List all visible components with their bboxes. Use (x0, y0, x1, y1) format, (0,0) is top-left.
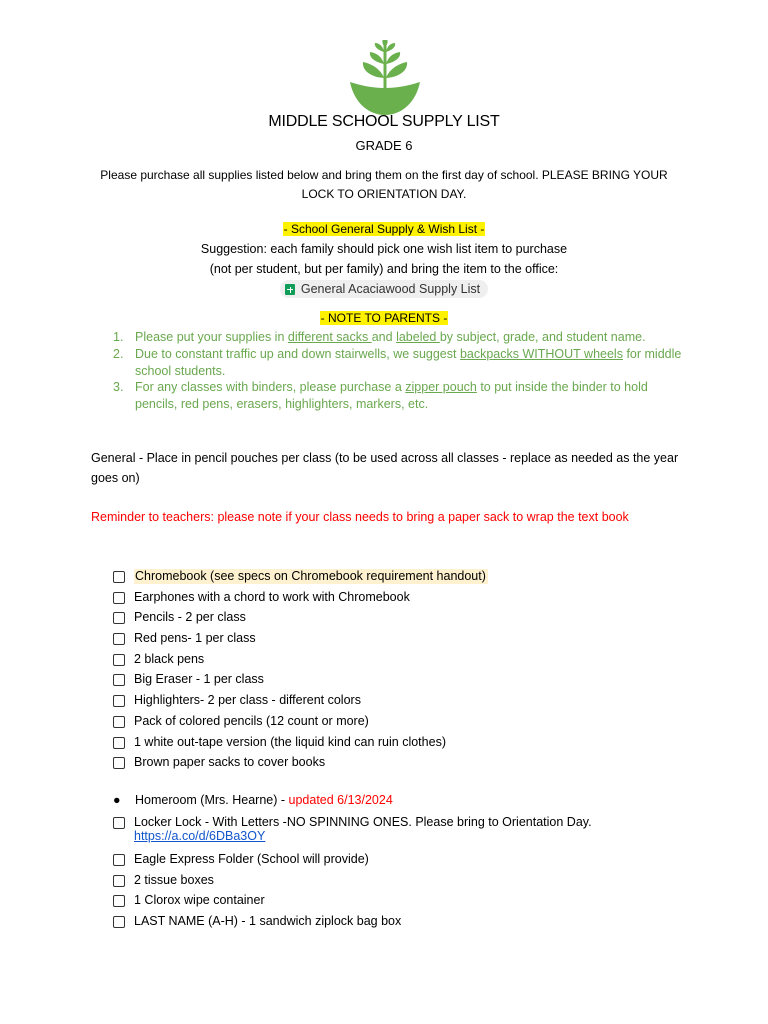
note-text: for middle school students. (135, 346, 682, 378)
checklist-item (113, 672, 488, 693)
checklist-item (113, 693, 488, 714)
checklist-item (113, 815, 592, 852)
checkbox[interactable] (113, 674, 125, 686)
checklist-item-text: Locker Lock - With Letters -NO SPINNING ONES. Please bring to Orientation Day. (134, 815, 592, 829)
checkbox[interactable] (113, 592, 125, 604)
wish-list-line: (not per student, but per family) and bring the item to the office: (209, 262, 559, 276)
intro-line: LOCK TO ORIENTATION DAY. (301, 187, 467, 201)
intro-line: Please purchase all supplies listed below and bring them on the first day of school. PLEASE BRING YOUR (100, 168, 668, 182)
supply-list-chip-row (0, 280, 768, 300)
checklist-item-label: Pencils - 2 per class (134, 610, 246, 625)
checklist-item (113, 590, 488, 611)
note-number: 3. (113, 380, 124, 395)
note-underlined: different sacks (287, 330, 372, 344)
wish-list-line: Suggestion: each family should pick one wish list item to purchase (200, 242, 568, 256)
note-text: and (371, 330, 397, 344)
note-text: For any classes with binders, please purchase a (135, 380, 406, 395)
wish-list-heading (0, 222, 768, 236)
checkbox[interactable] (113, 737, 125, 749)
note-item (113, 329, 683, 346)
note-text: Due to constant traffic up and down stairwells, we suggest (135, 346, 460, 361)
page-title: MIDDLE SCHOOL SUPPLY LIST (268, 113, 500, 130)
checklist-item-label: Brown paper sacks to cover books (134, 755, 326, 770)
note-number: 2. (113, 346, 124, 361)
note-underlined: labeled (396, 330, 440, 344)
grade-label: GRADE 6 (355, 138, 413, 153)
checklist-item-label: Eagle Express Folder (School will provide) (134, 852, 369, 866)
note-text: by subject, grade, and student name. (439, 330, 646, 344)
general-instructions: General - Place in pencil pouches per class (to be used across all classes - replace as needed as the year goes on) (91, 451, 679, 485)
general-checklist (113, 569, 488, 776)
note-to-parents-heading (0, 311, 768, 325)
checklist-item-label: Earphones with a chord to work with Chromebook (134, 589, 410, 604)
checklist-item (113, 652, 488, 673)
checklist-item (113, 714, 488, 735)
checkbox[interactable] (113, 612, 125, 624)
checkbox[interactable] (113, 654, 125, 666)
checklist-item-label: Chromebook (see specs on Chromebook requirement handout) (135, 569, 486, 583)
checklist-item-label: 1 Clorox wipe container (134, 893, 265, 908)
intro-paragraph (0, 166, 768, 204)
homeroom-label: Homeroom (Mrs. Hearne) - (135, 793, 286, 807)
checkbox[interactable] (113, 875, 125, 887)
homeroom-checklist (113, 815, 592, 935)
checklist-item (113, 755, 488, 776)
note-underlined: backpacks WITHOUT wheels (459, 346, 623, 361)
checklist-item-label: 1 white out-tape version (the liquid kind can ruin clothes) (134, 734, 446, 749)
checklist-item-label (134, 815, 592, 843)
notes-list (113, 329, 683, 413)
checklist-item-label: LAST NAME (A-H) - 1 sandwich ziplock bag box (134, 914, 402, 929)
checklist-item-label: Big Eraser - 1 per class (134, 672, 264, 687)
bullet-icon: ● (113, 793, 121, 807)
checklist-item (113, 735, 488, 756)
checklist-item-label: Highlighters- 2 per class - different colors (134, 693, 361, 708)
note-text: Please put your supplies in (135, 330, 288, 344)
teacher-reminder: Reminder to teachers: please note if your class needs to bring a paper sack to wrap the text book (91, 510, 629, 524)
checkbox[interactable] (113, 757, 125, 769)
checklist-item (113, 893, 592, 914)
note-number: 1. (113, 330, 124, 344)
checklist-item (113, 569, 488, 590)
locker-lock-link[interactable]: https://a.co/d/6DBa3OY (134, 829, 266, 843)
updated-date: updated 6/13/2024 (288, 793, 393, 807)
checkbox[interactable] (113, 716, 125, 728)
checklist-item-label: 2 black pens (134, 651, 205, 666)
checkbox[interactable] (113, 854, 125, 866)
homeroom-heading (113, 793, 393, 807)
note-heading-text: - NOTE TO PARENTS - (320, 311, 448, 325)
checkbox[interactable] (113, 633, 125, 645)
checkbox[interactable] (113, 817, 125, 829)
checklist-item (113, 610, 488, 631)
checkbox[interactable] (113, 916, 125, 928)
checklist-item (113, 852, 592, 873)
note-text: to put inside the binder to hold pencils, red pens, erasers, highlighters, markers, etc. (135, 380, 648, 412)
note-item (113, 379, 683, 413)
supply-list-link-chip[interactable] (280, 280, 488, 298)
note-underlined: zipper pouch (405, 380, 477, 395)
note-item (113, 346, 683, 380)
plant-logo-icon (344, 40, 426, 116)
checklist-item (113, 873, 592, 894)
spreadsheet-icon (285, 284, 295, 295)
checkbox[interactable] (113, 895, 125, 907)
checklist-item (113, 914, 592, 935)
checklist-item (113, 631, 488, 652)
checklist-item-label: Pack of colored pencils (12 count or more) (134, 713, 369, 728)
checkbox[interactable] (113, 571, 125, 583)
checklist-item-label: 2 tissue boxes (134, 872, 214, 887)
chip-label: General Acaciawood Supply List (300, 282, 481, 296)
checkbox[interactable] (113, 695, 125, 707)
checklist-item-label: Red pens- 1 per class (134, 631, 256, 646)
wish-list-heading-text: - School General Supply & Wish List - (283, 222, 485, 236)
